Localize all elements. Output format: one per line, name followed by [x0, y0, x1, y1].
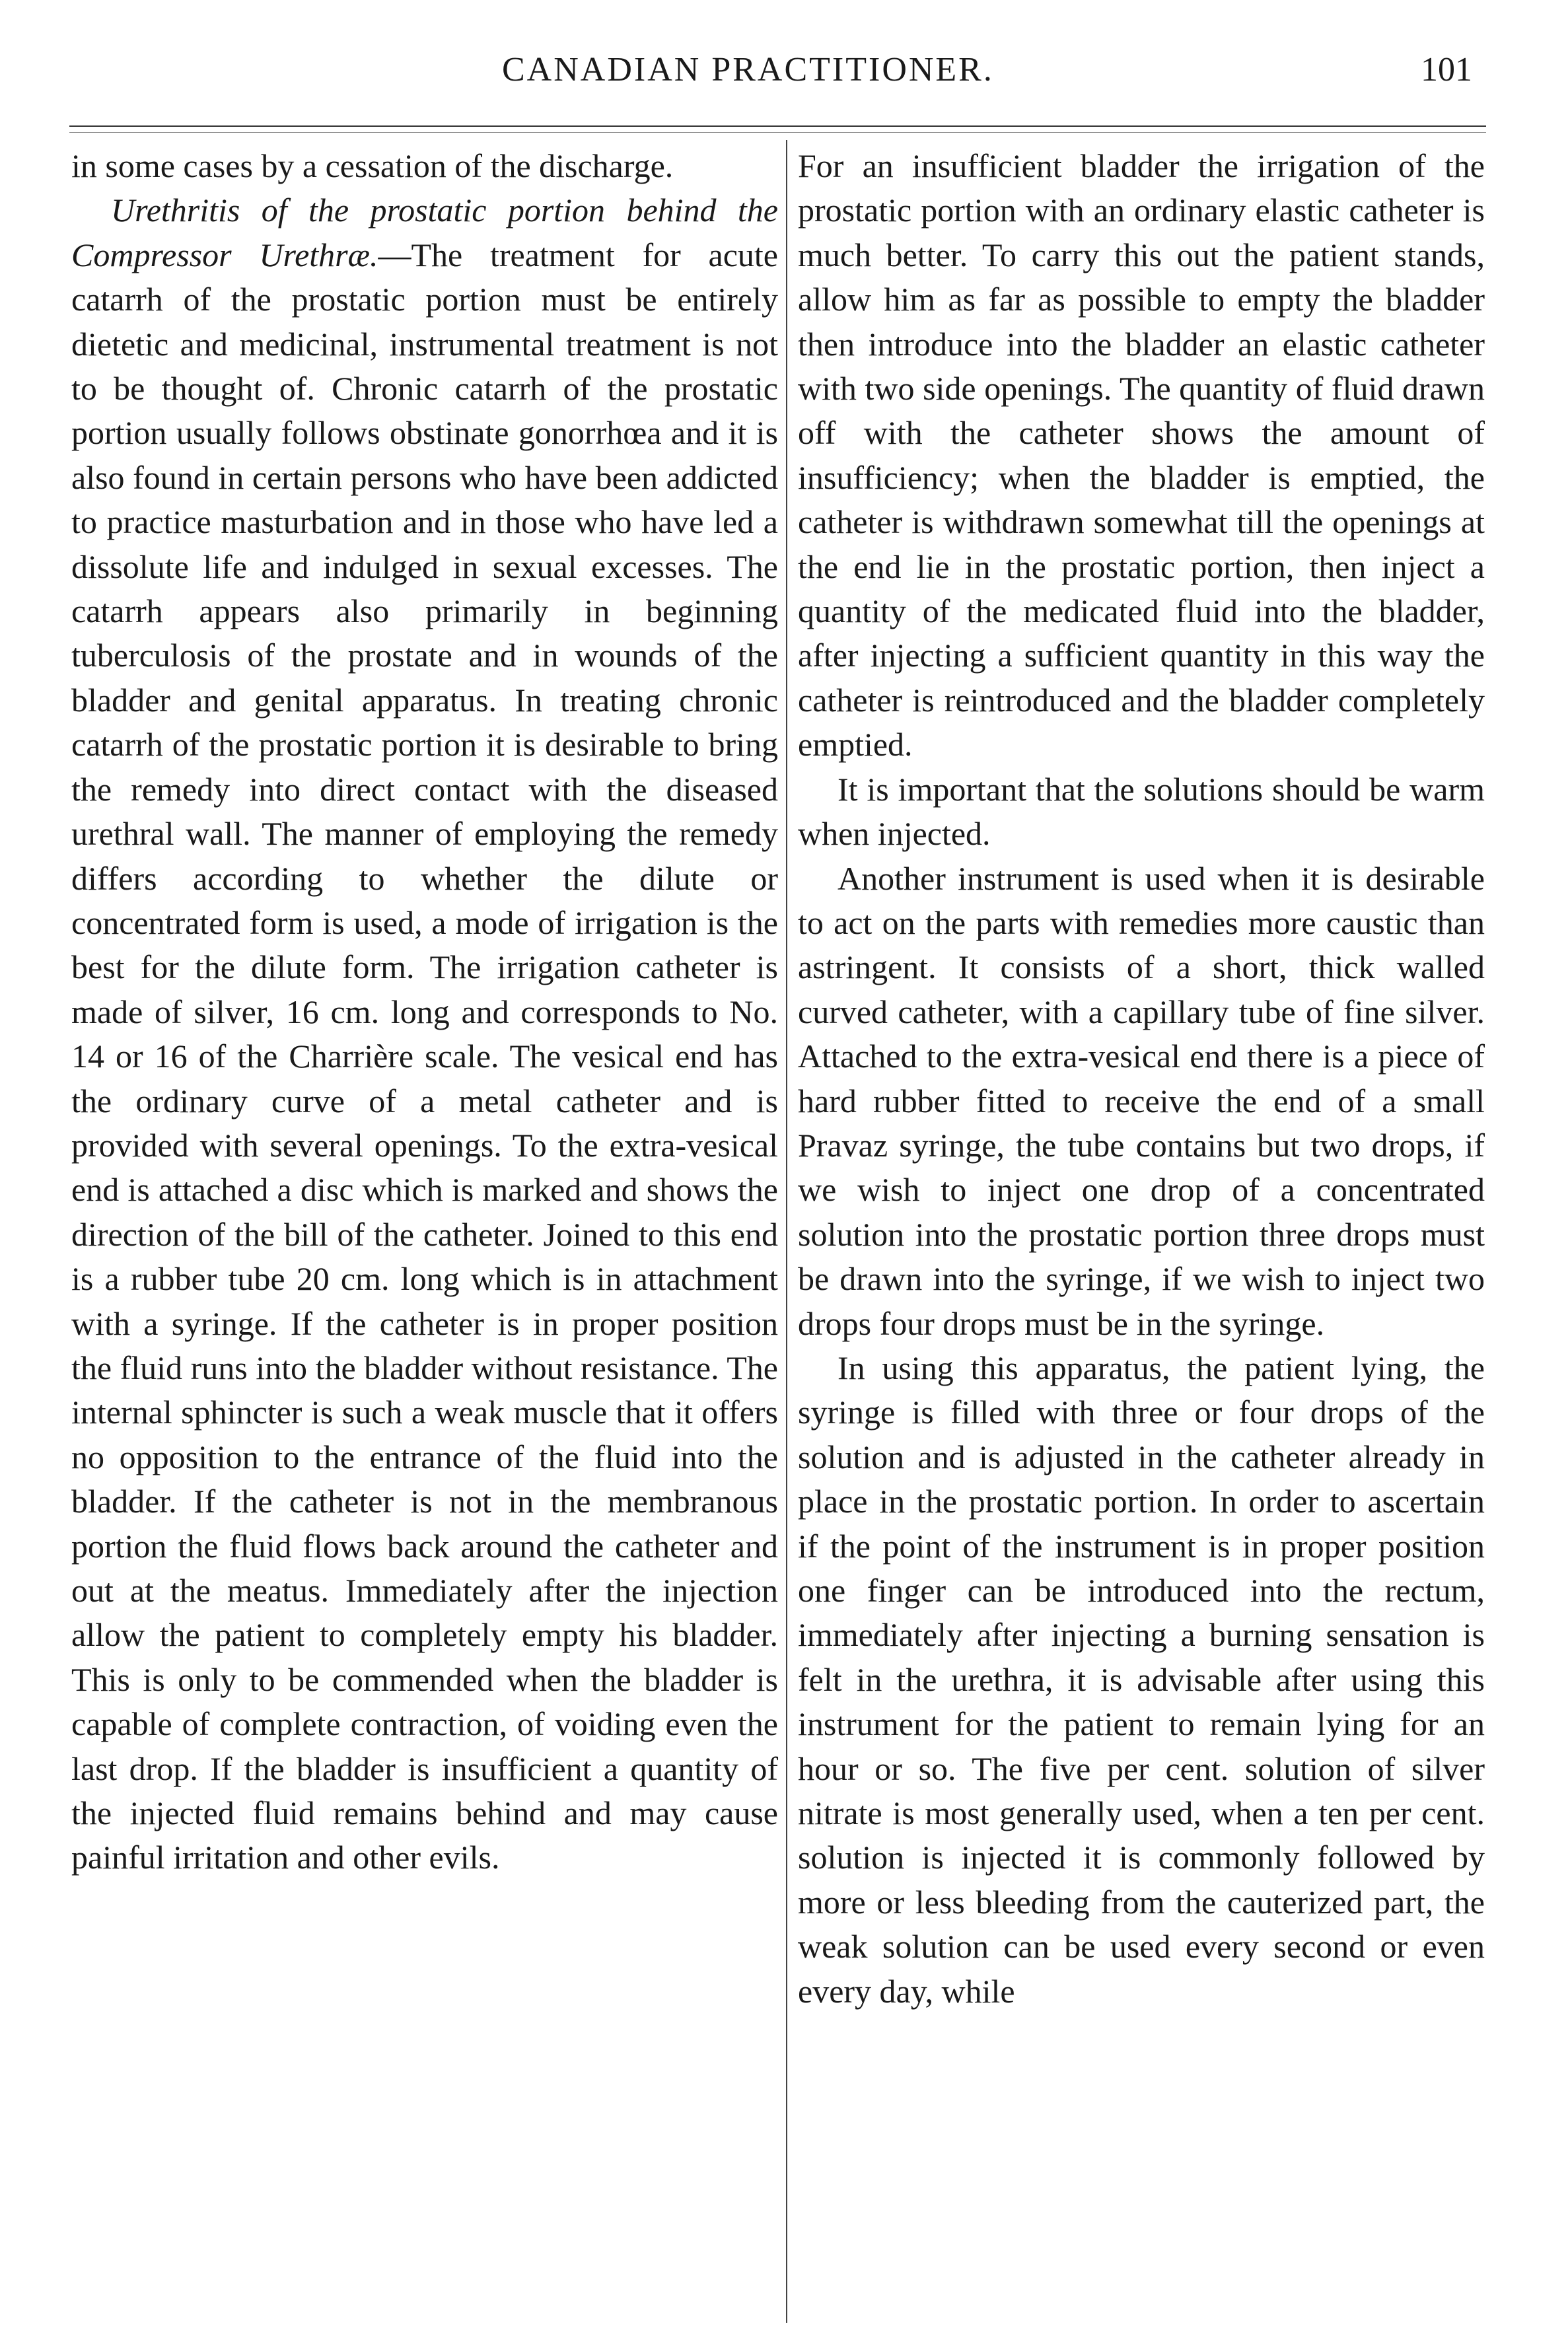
right-paragraph-3: Another instrument is used when it is desirable to act on the parts with remedies more caustic than astringent. It consists of a short, thick walled curved catheter, with a capillary tube of fine silver. Attached to the extra-vesical end there is a piece of hard rubber fitted to receive the end of a small Pravaz syringe, the tube contains but two drops, if we wish to inject one drop of a concentrated solution into the prostatic portion three drops must be drawn into the syringe, if we wish to inject two drops four drops must be in the syringe.: [798, 859, 1485, 1342]
column-divider: [786, 140, 787, 2323]
page-number: 101: [1421, 51, 1472, 88]
right-column: [798, 144, 1485, 2014]
right-paragraph-2: It is important that the solutions should be warm when injected.: [798, 770, 1485, 853]
header-rule-secondary: [69, 132, 1486, 133]
left-column: [71, 144, 778, 1880]
right-paragraph-4: In using this apparatus, the patient lying, the syringe is filled with three or four drops of the solution and is adjusted in the catheter already in place in the prostatic portion. In order to ascertain if the point of the instrument is in proper position one finger can be introduced into the rectum, immediately after injecting a burning sensation is felt in the urethra, it is advisable after using this instrument for the patient to remain lying for an hour or so. The five per cent. solution of silver nitrate is most generally used, when a ten per cent. solution is injected it is commonly followed by more or less bleeding from the cauterized part, the weak solution can be used every second or even every day, while: [798, 1349, 1485, 2010]
header-rule: [69, 125, 1486, 127]
right-paragraph-1: For an insufficient bladder the irrigation of the prostatic portion with an ordinary elastic catheter is much better. To carry this out the patient stands, allow him as far as possible to empty the bladder then introduce into the bladder an elastic catheter with two side openings. The quantity of fluid drawn off with the catheter shows the amount of insufficiency; when the bladder is emptied, the catheter is withdrawn somewhat till the openings at the end lie in the prostatic portion, then inject a quantity of the medicated fluid into the bladder, after injecting a sufficient quantity in this way the catheter is reintroduced and the bladder completely emptied.: [798, 147, 1485, 763]
page-header: [0, 46, 1568, 106]
running-title: CANADIAN PRACTITIONER.: [502, 51, 994, 88]
left-paragraph-2-body: —The treatment for acute catarrh of the prostatic portion must be entirely dietetic and medicinal, instrumental treatment is not to be thought of. Chronic catarrh of the prostatic portion usually follows obstinate gonorrhœa and it is also found in certain persons who have been addicted to practice masturbation and in those who have led a dissolute life and indulged in sexual excesses. The catarrh appears also primarily in beginning tuberculosis of the prostate and in wounds of the bladder and genital apparatus. In treating chronic catarrh of the prostatic portion it is desirable to bring the remedy into direct contact with the diseased urethral wall. The manner of employing the remedy differs according to whether the dilute or concentrated form is used, a mode of irrigation is the best for the dilute form. The irrigation catheter is made of silver, 16 cm. long and corresponds to No. 14 or 16 of the Charrière scale. The vesical end has the ordinary curve of a metal catheter and is provided with several openings. To the extra-vesical end is attached a disc which is marked and shows the direction of the bill of the catheter. Joined to this end is a rubber tube 20 cm. long which is in attachment with a syringe. If the catheter is in proper position the fluid runs into the bladder without resistance. The internal sphincter is such a weak muscle that it offers no opposition to the entrance of the fluid into the bladder. If the catheter is not in the membranous portion the fluid flows back around the catheter and out at the meatus. Immediately after the injection allow the patient to completely empty his bladder. This is only to be commended when the bladder is capable of complete contraction, of voiding even the last drop. If the bladder is insufficient a quantity of the injected fluid remains behind and may cause painful irritation and other evils.: [71, 236, 778, 1876]
left-paragraph-1: in some cases by a cessation of the discharge.: [71, 147, 674, 184]
left-paragraph-2: [71, 188, 778, 1880]
section-heading: Urethritis of the prostatic portion behind the Compressor Urethræ.: [71, 192, 778, 273]
